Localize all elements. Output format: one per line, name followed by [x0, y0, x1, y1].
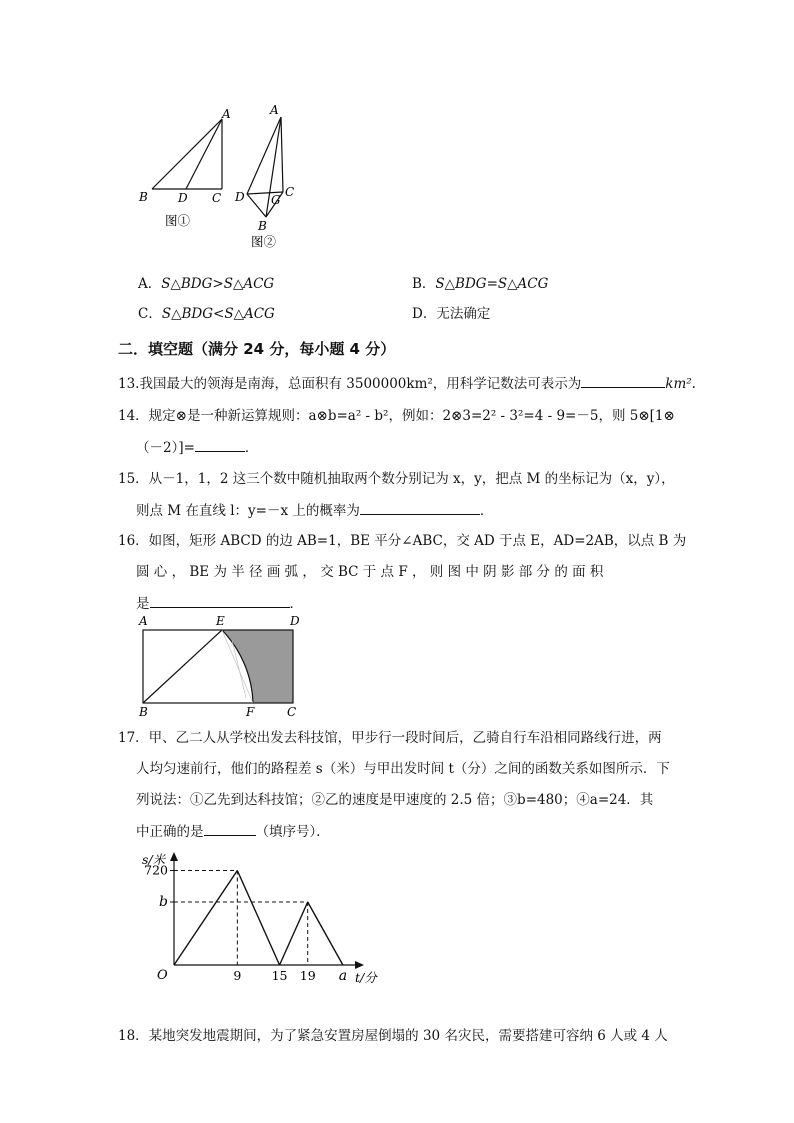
fig2-label-G: G	[271, 193, 281, 207]
q16-label-D: D	[290, 614, 300, 628]
q15-end: ．	[479, 503, 494, 519]
question-17-line-4	[136, 821, 330, 842]
q13-unit: km².	[665, 376, 696, 392]
q16-answer-blank[interactable]	[150, 593, 290, 608]
x-tick-label: 9	[233, 968, 242, 983]
x-tick-label: 15	[271, 968, 288, 983]
question-14-line-2	[136, 437, 258, 458]
option-d-prefix: D．	[412, 306, 437, 322]
question-17-line-1: 17．甲、乙二人从学校出发去科技馆，甲步行一段时间后，乙骑自行车沿相同路线行进，两	[118, 730, 662, 746]
q16-rectangle-figure	[132, 612, 312, 722]
q16-label-A: A	[139, 614, 148, 628]
fig1-label-A: A	[222, 107, 231, 121]
series-segment	[237, 871, 279, 966]
question-13	[118, 373, 696, 394]
fig1-label-B: B	[139, 190, 148, 204]
q17-chart	[130, 848, 390, 993]
q16-label-F: F	[246, 705, 255, 719]
x-tick-label: 19	[299, 968, 316, 983]
q16-label-B: B	[139, 705, 148, 719]
fig2-label-C: C	[285, 185, 295, 199]
option-d	[412, 302, 490, 322]
option-c-prefix: C．	[138, 306, 162, 322]
fig2-label-B: B	[258, 219, 267, 233]
y-tick-label: 720	[144, 862, 168, 878]
option-d-text: 无法确定	[436, 306, 491, 322]
q13-answer-blank[interactable]	[581, 373, 665, 388]
chart-ylabel: s/米	[142, 852, 166, 867]
question-16-line-2: 圆 心 ， BE 为 半 径 画 弧 ， 交 BC 于 点 F ， 则 图 中 阴 影 部 分 的 面 积	[136, 564, 604, 580]
figure-2	[228, 100, 308, 252]
q14-answer-blank[interactable]	[195, 437, 245, 452]
fig1-label-C: C	[212, 191, 222, 205]
fig2-label-A: A	[270, 103, 279, 117]
fig2-label-D: D	[235, 190, 245, 204]
question-16-line-3	[136, 593, 303, 614]
q16-label-E: E	[216, 614, 225, 628]
q15-line2-text: 则点 M 在直线 l：y=－x 上的概率为	[136, 503, 360, 519]
option-c-text: S△BDG<S△ACG	[161, 306, 275, 322]
q16-shaded-region	[222, 630, 293, 703]
series-segment	[308, 902, 343, 965]
series-segment	[280, 902, 308, 965]
q17-line4-text: 中正确的是	[136, 824, 204, 840]
fig1-label-D: D	[178, 191, 188, 205]
option-b-text: S△BDG=S△ACG	[435, 276, 549, 292]
question-15-line-2	[136, 500, 493, 521]
fig1-caption: 图①	[165, 213, 191, 228]
chart-xlabel: t/分	[355, 970, 377, 985]
figure-1	[130, 100, 240, 235]
question-17-line-3: 列说法：①乙先到达科技馆；②乙的速度是甲速度的 2.5 倍；③b=480；④a=24．其	[136, 792, 654, 808]
q17-end: （填序号）．	[255, 824, 330, 840]
question-16-line-1: 16．如图，矩形 ABCD 的边 AB=1，BE 平分∠ABC，交 AD 于点 E，AD=2AB，以点 B 为	[118, 533, 687, 549]
chart-origin-label: O	[157, 968, 168, 983]
q17-answer-blank[interactable]	[204, 821, 256, 836]
option-c	[138, 302, 275, 322]
series-segment	[174, 871, 237, 966]
y-tick-label: b	[159, 894, 168, 910]
option-a-text: S△BDG>S△ACG	[161, 276, 275, 292]
question-17-line-2: 人均匀速前行，他们的路程差 s（米）与甲出发时间 t（分）之间的函数关系如图所示．下	[136, 761, 670, 777]
section-2-title: 二．填空题（满分 24 分，每小题 4 分）	[118, 340, 396, 358]
q14-line2-text: （－2）]=	[136, 440, 195, 456]
q15-answer-blank[interactable]	[360, 500, 480, 515]
option-b	[412, 272, 548, 292]
option-a-prefix: A．	[138, 276, 162, 292]
question-15-line-1: 15．从－1，1，2 这三个数中随机抽取两个数分别记为 x，y，把点 M 的坐标记为（x，y），	[118, 471, 675, 487]
chart-x-axis-arrow	[355, 961, 364, 969]
q13-text: 13.我国最大的领海是南海，总面积有 3500000km²，用科学记数法可表示为	[118, 376, 582, 392]
q14-end: ．	[244, 440, 259, 456]
question-18-line-1: 18．某地突发地震期间，为了紧急安置房屋倒塌的 30 名灾民，需要搭建可容纳 6 人或 4 人	[118, 1028, 668, 1044]
q16-end: ．	[289, 596, 303, 612]
q16-line3-text: 是	[136, 596, 150, 612]
fig2-caption: 图②	[251, 234, 277, 249]
option-b-prefix: B．	[412, 276, 436, 292]
q16-label-C: C	[287, 705, 297, 719]
x-tick-label: a	[338, 968, 348, 984]
option-a	[138, 272, 274, 292]
question-14-line-1: 14．规定⊗是一种新运算规则：a⊗b=a² - b²，例如：2⊗3=2² - 3²=4 - 9=－5，则 5⊗[1⊗	[118, 408, 675, 424]
chart-y-axis-arrow	[170, 852, 178, 861]
